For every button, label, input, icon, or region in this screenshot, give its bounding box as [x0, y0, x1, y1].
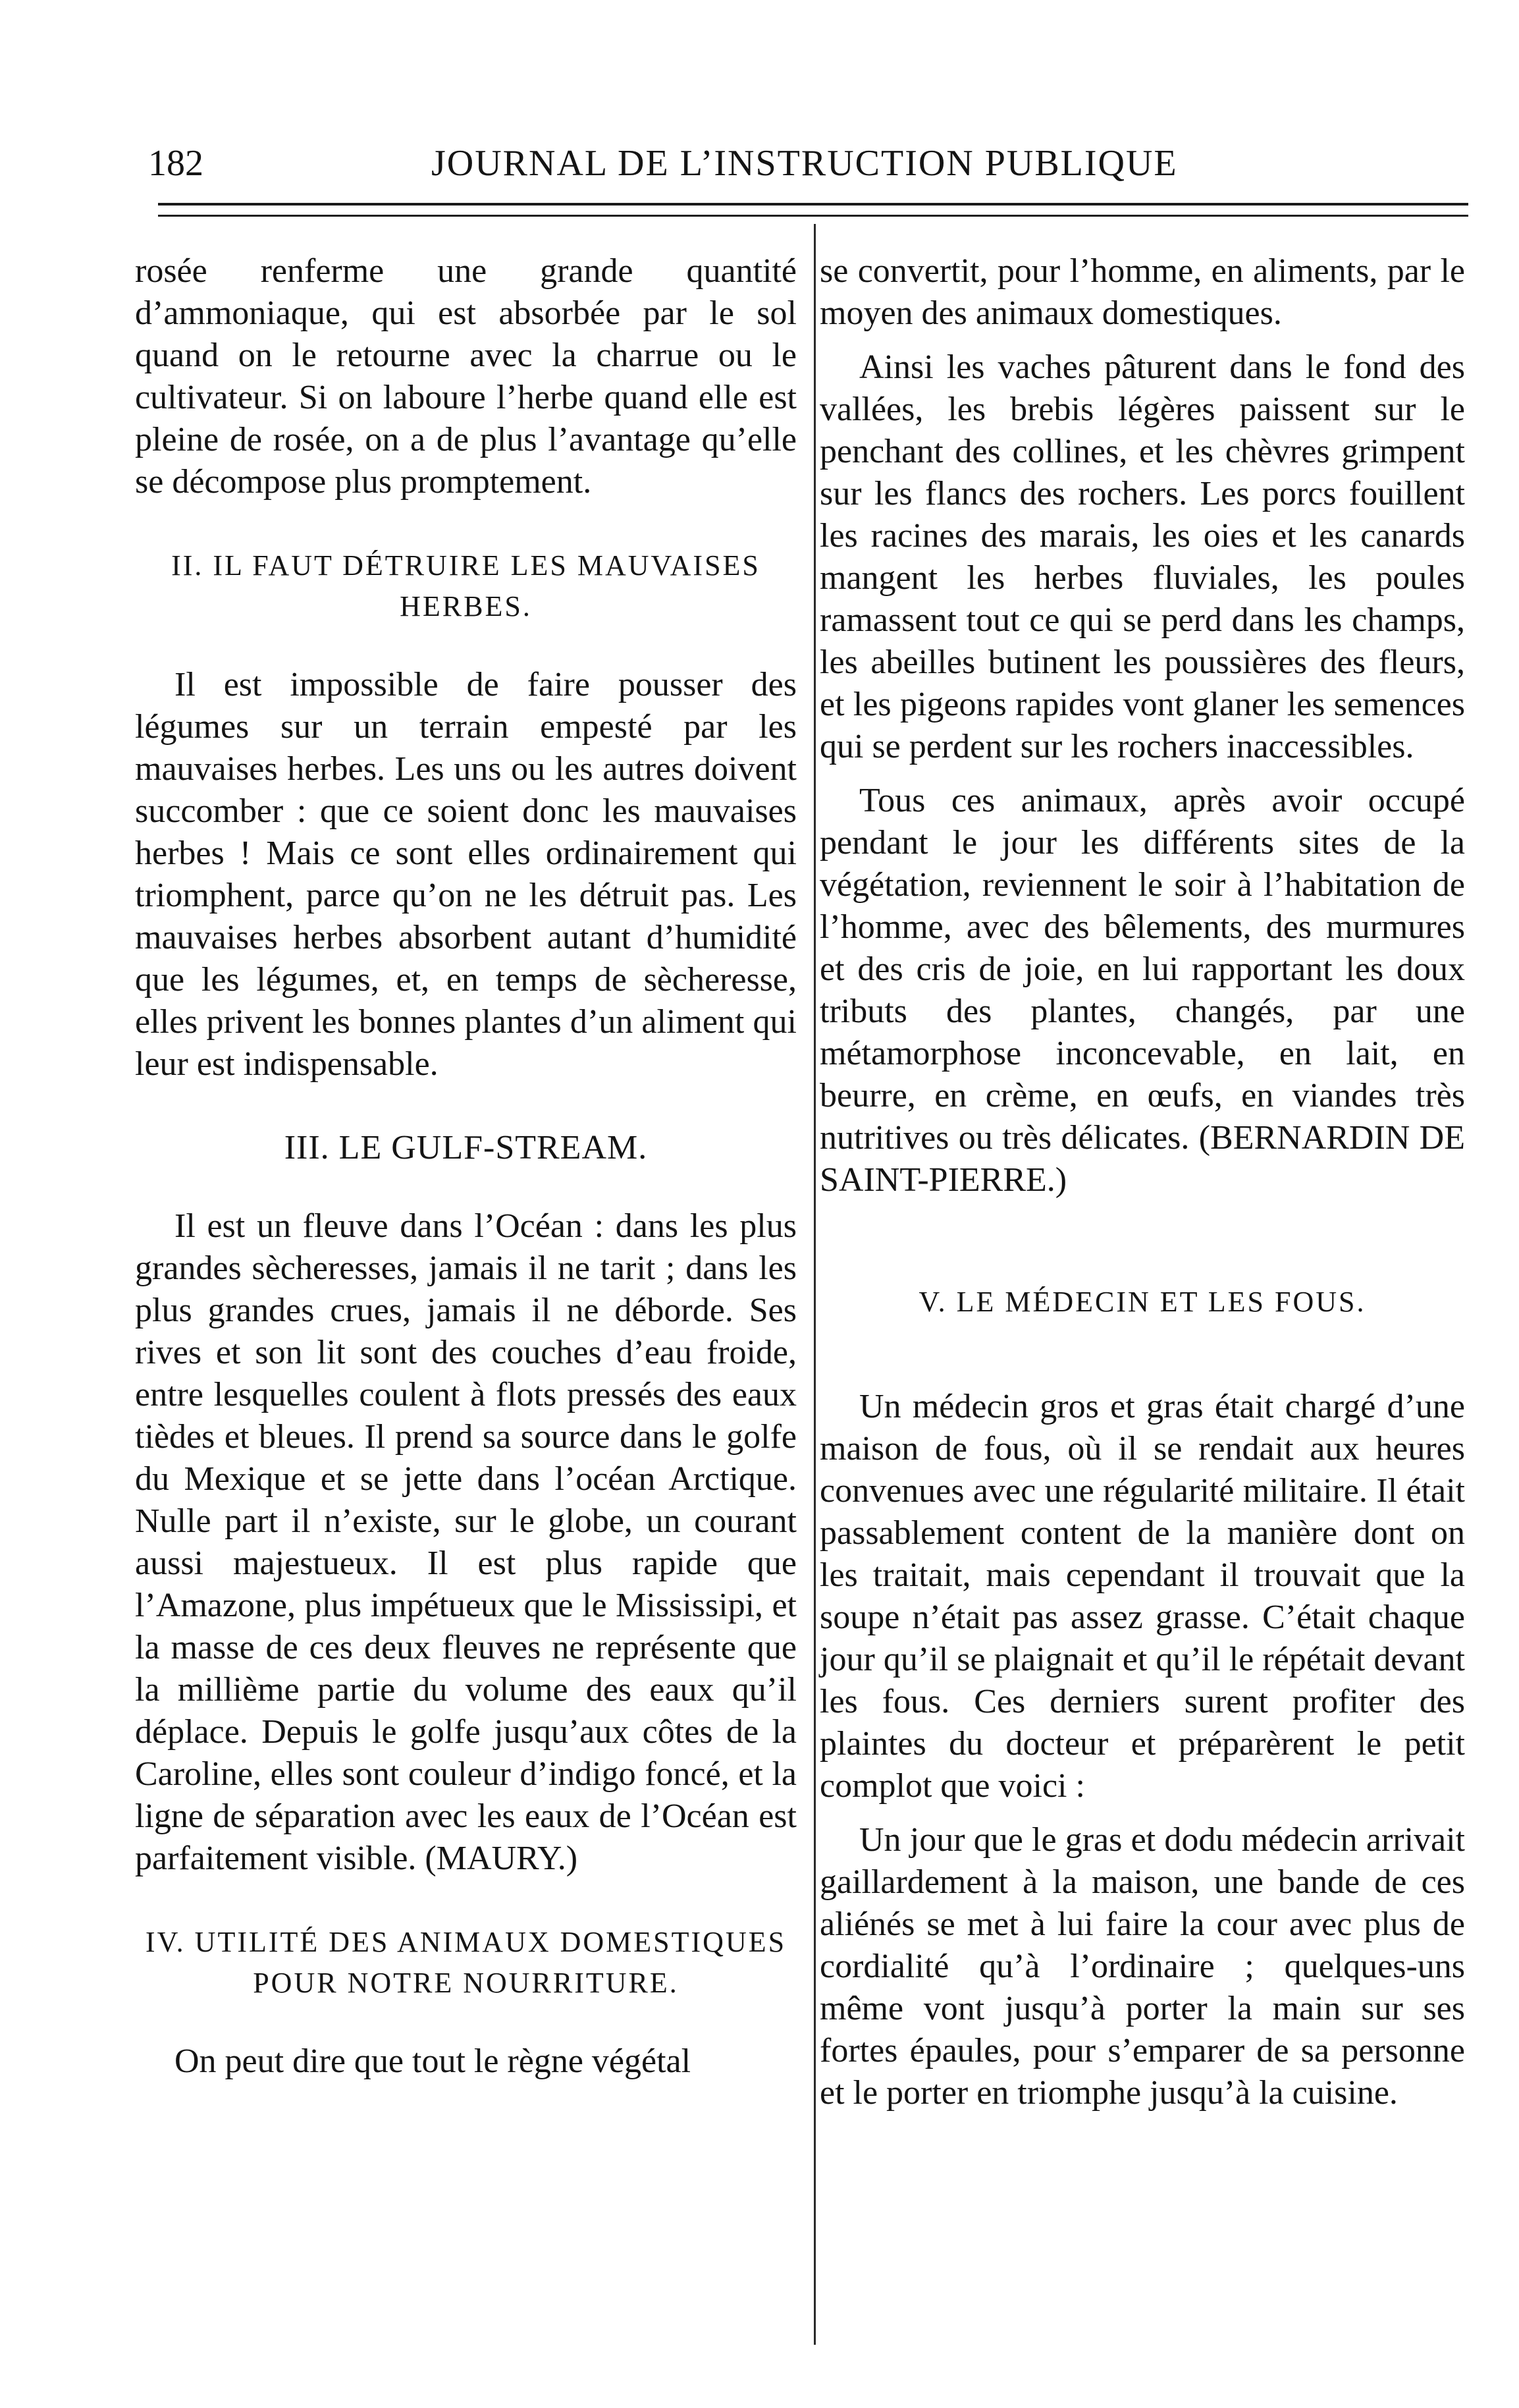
running-title: JOURNAL DE L’INSTRUCTION PUBLIQUE: [431, 143, 1178, 184]
page-header: [148, 137, 1462, 190]
right-paragraph-1: se convertit, pour l’homme, en aliments, par le moyen des animaux domestiques.: [820, 252, 1465, 332]
column-divider: [814, 224, 816, 2345]
header-rule-top: [158, 203, 1468, 205]
spacer: [820, 1359, 1465, 1386]
left-paragraph-2: Il est impossible de faire pousser des légumes sur un terrain empesté par les mauvaises herbes. Les uns ou les autres doivent succomber : que ce soient donc les mauvaises herbes ! Mais ce sont elles ordinairement qui triomphent, parce qu’on ne les détruit pas. Les mauvaises herbes absorbent autant d’humidité que les légumes, et, en temps de sècheresse, elles privent les bonnes plantes d’un aliment qui leur est indispensable.: [135, 666, 797, 1083]
section-heading-ii: II. IL FAUT DÉTRUIRE LES MAUVAISES HERBES.: [171, 549, 760, 622]
right-paragraph-4: Un médecin gros et gras était chargé d’une maison de fous, où il se rendait aux heures convenues avec une régularité militaire. Il était passablement content de la manière dont on les traitait, mais cependant il trouvait que la soupe n’était pas assez grasse. C’était chaque jour qu’il se plaignait et qu’il le répétait devant les fous. Ces derniers surent profiter des plaintes du docteur et préparèrent le petit complot que voici :: [820, 1388, 1465, 1805]
right-paragraph-5: Un jour que le gras et dodu médecin arrivait gaillardement à la maison, une bande de ces aliénés se met à lui faire la cour avec plus de cordialité qu’à l’ordinaire ; quelques-uns même vont jusqu’à porter la main sur ses fortes épaules, pour s’emparer de sa personne et le porter en triomphe jusqu’à la cuisine.: [820, 1821, 1465, 2112]
right-column: [820, 250, 1465, 2126]
left-column: [135, 250, 797, 2094]
right-paragraph-2: Ainsi les vaches pâturent dans le fond des vallées, les brebis légères paissent sur le penchant des collines, et les chèvres grimpent sur les flancs des rochers. Les porcs fouillent les racines des marais, les oies et les canards mangent les herbes fluviales, les poules ramassent tout ce qui se perd dans les champs, les abeilles butinent les poussières des fleurs, et les pigeons rapides vont glaner les semences qui se perdent sur les rochers inaccessibles.: [820, 348, 1465, 765]
section-heading-iii: III. LE GULF-STREAM.: [284, 1129, 648, 1166]
left-paragraph-4: On peut dire que tout le règne végétal: [174, 2042, 691, 2080]
right-paragraph-3: Tous ces animaux, après avoir occupé pendant le jour les différents sites de la végétation, reviennent le soir à l’habitation de l’homme, avec des bêlements, des murmures et des cris de joie, en lui rapportant les doux tributs des plantes, changés, par une métamorphose inconcevable, en lait, en beurre, en crème, en œufs, en viandes très nutritives ou très délicates. (BERNARDIN DE SAINT-PIERRE.): [820, 782, 1465, 1199]
spacer: [820, 1213, 1465, 1240]
section-heading-iv: IV. UTILITÉ DES ANIMAUX DOMESTIQUES POUR NOTRE NOURRITURE.: [145, 1926, 787, 1999]
section-heading-v: V. LE MÉDECIN ET LES FOUS.: [919, 1286, 1366, 1318]
page-number: 182: [148, 143, 203, 184]
left-paragraph-3: Il est un fleuve dans l’Océan : dans les plus grandes sècheresses, jamais il ne tarit ; dans les plus grandes crues, jamais il ne déborde. Ses rives et son lit sont des couches d’eau froide, entre lesquelles coulent à flots pressés des eaux tièdes et bleues. Il prend sa source dans le golfe du Mexique et se jette dans l’océan Arctique. Nulle part il n’existe, sur le globe, un courant aussi majestueux. Il est plus rapide que l’Amazone, plus impétueux que le Mississipi, et la masse de ces deux fleuves ne représente que la millième partie du volume des eaux qu’il déplace. Depuis le golfe jusqu’aux côtes de la Caroline, elles sont couleur d’indigo foncé, et la ligne de séparation avec les eaux de l’Océan est parfaitement visible. (MAURY.): [135, 1207, 797, 1877]
left-paragraph-1: rosée renferme une grande quantité d’ammoniaque, qui est absorbée par le sol quand on le retourne avec la charrue ou le cultivateur. Si on laboure l’herbe quand elle est pleine de rosée, on a de plus l’avantage qu’elle se décompose plus promptement.: [135, 252, 797, 501]
header-rule-bottom: [158, 215, 1468, 217]
